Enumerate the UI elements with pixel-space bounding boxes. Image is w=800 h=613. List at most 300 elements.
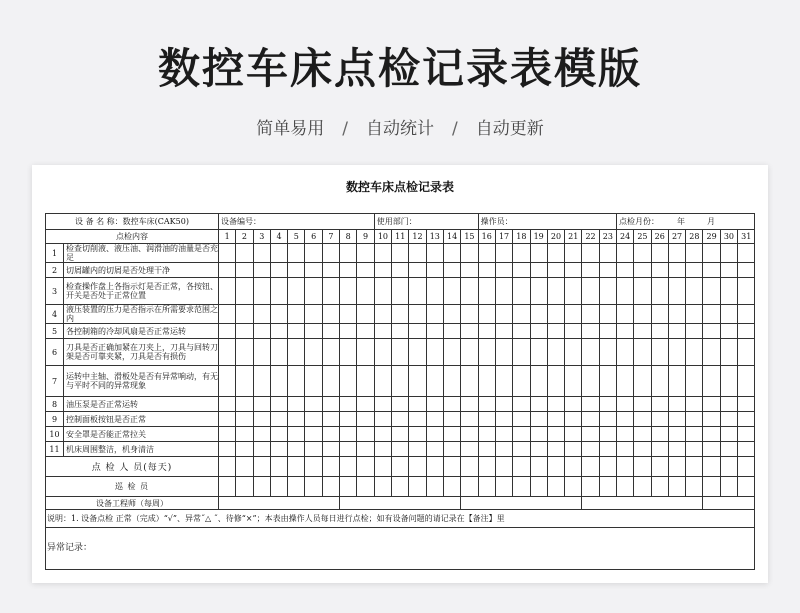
signature-cell[interactable] <box>547 457 564 477</box>
signature-cell[interactable] <box>426 457 443 477</box>
check-cell[interactable] <box>305 263 322 278</box>
check-cell[interactable] <box>547 305 564 324</box>
check-cell[interactable] <box>461 397 478 412</box>
check-cell[interactable] <box>288 324 305 339</box>
check-cell[interactable] <box>686 427 703 442</box>
weekly-signature-cell[interactable] <box>582 497 703 510</box>
check-cell[interactable] <box>668 442 685 457</box>
check-cell[interactable] <box>461 324 478 339</box>
check-cell[interactable] <box>513 442 530 457</box>
check-cell[interactable] <box>617 427 634 442</box>
check-cell[interactable] <box>443 244 460 263</box>
check-cell[interactable] <box>236 427 253 442</box>
check-cell[interactable] <box>253 263 270 278</box>
check-cell[interactable] <box>443 305 460 324</box>
check-cell[interactable] <box>478 339 495 366</box>
check-cell[interactable] <box>617 244 634 263</box>
check-cell[interactable] <box>651 278 668 305</box>
check-cell[interactable] <box>305 339 322 366</box>
check-cell[interactable] <box>357 305 374 324</box>
check-cell[interactable] <box>409 244 426 263</box>
check-cell[interactable] <box>547 278 564 305</box>
check-cell[interactable] <box>651 244 668 263</box>
check-cell[interactable] <box>686 442 703 457</box>
signature-cell[interactable] <box>322 477 339 497</box>
signature-cell[interactable] <box>236 457 253 477</box>
check-cell[interactable] <box>738 412 755 427</box>
check-cell[interactable] <box>599 263 616 278</box>
signature-cell[interactable] <box>443 477 460 497</box>
check-cell[interactable] <box>547 263 564 278</box>
check-cell[interactable] <box>219 427 236 442</box>
check-cell[interactable] <box>565 339 582 366</box>
check-cell[interactable] <box>478 412 495 427</box>
check-cell[interactable] <box>651 305 668 324</box>
check-cell[interactable] <box>668 412 685 427</box>
check-cell[interactable] <box>513 263 530 278</box>
check-cell[interactable] <box>651 412 668 427</box>
signature-cell[interactable] <box>651 477 668 497</box>
check-cell[interactable] <box>703 278 720 305</box>
check-cell[interactable] <box>634 427 651 442</box>
check-cell[interactable] <box>236 278 253 305</box>
signature-cell[interactable] <box>288 477 305 497</box>
check-cell[interactable] <box>582 278 599 305</box>
check-cell[interactable] <box>599 442 616 457</box>
signature-cell[interactable] <box>495 457 512 477</box>
check-cell[interactable] <box>270 412 287 427</box>
signature-cell[interactable] <box>703 457 720 477</box>
check-cell[interactable] <box>305 305 322 324</box>
check-cell[interactable] <box>443 263 460 278</box>
signature-cell[interactable] <box>720 477 737 497</box>
check-cell[interactable] <box>599 412 616 427</box>
signature-cell[interactable] <box>219 477 236 497</box>
signature-cell[interactable] <box>668 457 685 477</box>
check-cell[interactable] <box>582 442 599 457</box>
signature-cell[interactable] <box>426 477 443 497</box>
check-cell[interactable] <box>634 305 651 324</box>
check-cell[interactable] <box>634 278 651 305</box>
check-cell[interactable] <box>617 339 634 366</box>
signature-cell[interactable] <box>253 477 270 497</box>
check-cell[interactable] <box>530 278 547 305</box>
signature-cell[interactable] <box>582 457 599 477</box>
check-cell[interactable] <box>634 366 651 397</box>
check-cell[interactable] <box>547 427 564 442</box>
check-cell[interactable] <box>409 442 426 457</box>
check-cell[interactable] <box>582 339 599 366</box>
check-cell[interactable] <box>270 244 287 263</box>
check-cell[interactable] <box>530 366 547 397</box>
weekly-signature-cell[interactable] <box>703 497 755 510</box>
check-cell[interactable] <box>513 412 530 427</box>
check-cell[interactable] <box>668 339 685 366</box>
signature-cell[interactable] <box>340 457 357 477</box>
check-cell[interactable] <box>530 427 547 442</box>
check-cell[interactable] <box>340 324 357 339</box>
signature-cell[interactable] <box>236 477 253 497</box>
check-cell[interactable] <box>288 366 305 397</box>
signature-cell[interactable] <box>599 477 616 497</box>
check-cell[interactable] <box>547 412 564 427</box>
signature-cell[interactable] <box>634 477 651 497</box>
check-cell[interactable] <box>392 442 409 457</box>
department-cell[interactable]: 使用部门： <box>374 214 478 230</box>
check-cell[interactable] <box>236 366 253 397</box>
check-cell[interactable] <box>668 305 685 324</box>
check-cell[interactable] <box>322 442 339 457</box>
check-cell[interactable] <box>668 244 685 263</box>
check-cell[interactable] <box>720 244 737 263</box>
check-cell[interactable] <box>409 263 426 278</box>
check-cell[interactable] <box>478 442 495 457</box>
check-cell[interactable] <box>305 397 322 412</box>
check-cell[interactable] <box>409 339 426 366</box>
check-cell[interactable] <box>357 427 374 442</box>
check-cell[interactable] <box>443 442 460 457</box>
check-cell[interactable] <box>565 442 582 457</box>
check-cell[interactable] <box>530 244 547 263</box>
check-cell[interactable] <box>565 397 582 412</box>
check-cell[interactable] <box>495 278 512 305</box>
check-cell[interactable] <box>443 397 460 412</box>
signature-cell[interactable] <box>547 477 564 497</box>
check-cell[interactable] <box>478 427 495 442</box>
check-cell[interactable] <box>513 324 530 339</box>
check-cell[interactable] <box>461 427 478 442</box>
check-cell[interactable] <box>686 366 703 397</box>
check-cell[interactable] <box>530 339 547 366</box>
check-cell[interactable] <box>495 263 512 278</box>
check-cell[interactable] <box>236 412 253 427</box>
signature-cell[interactable] <box>668 477 685 497</box>
check-cell[interactable] <box>288 442 305 457</box>
check-cell[interactable] <box>409 366 426 397</box>
check-cell[interactable] <box>565 366 582 397</box>
check-cell[interactable] <box>582 244 599 263</box>
check-cell[interactable] <box>340 442 357 457</box>
signature-cell[interactable] <box>409 457 426 477</box>
check-cell[interactable] <box>565 278 582 305</box>
check-cell[interactable] <box>392 263 409 278</box>
check-cell[interactable] <box>322 263 339 278</box>
check-cell[interactable] <box>582 324 599 339</box>
signature-cell[interactable] <box>703 477 720 497</box>
signature-cell[interactable] <box>738 477 755 497</box>
check-cell[interactable] <box>478 278 495 305</box>
check-cell[interactable] <box>686 397 703 412</box>
check-cell[interactable] <box>738 339 755 366</box>
check-cell[interactable] <box>409 324 426 339</box>
check-cell[interactable] <box>513 427 530 442</box>
signature-cell[interactable] <box>478 477 495 497</box>
signature-cell[interactable] <box>357 457 374 477</box>
check-cell[interactable] <box>668 366 685 397</box>
check-cell[interactable] <box>270 427 287 442</box>
check-cell[interactable] <box>219 324 236 339</box>
check-cell[interactable] <box>582 305 599 324</box>
check-cell[interactable] <box>340 278 357 305</box>
signature-cell[interactable] <box>305 457 322 477</box>
check-cell[interactable] <box>270 366 287 397</box>
signature-cell[interactable] <box>582 477 599 497</box>
check-cell[interactable] <box>426 244 443 263</box>
check-cell[interactable] <box>374 412 391 427</box>
signature-cell[interactable] <box>253 457 270 477</box>
check-cell[interactable] <box>392 278 409 305</box>
check-cell[interactable] <box>495 244 512 263</box>
check-cell[interactable] <box>617 278 634 305</box>
check-cell[interactable] <box>478 397 495 412</box>
check-cell[interactable] <box>495 412 512 427</box>
check-cell[interactable] <box>738 244 755 263</box>
check-cell[interactable] <box>374 324 391 339</box>
check-cell[interactable] <box>738 397 755 412</box>
check-cell[interactable] <box>617 263 634 278</box>
check-cell[interactable] <box>253 427 270 442</box>
check-cell[interactable] <box>426 442 443 457</box>
check-cell[interactable] <box>374 427 391 442</box>
check-cell[interactable] <box>617 305 634 324</box>
check-cell[interactable] <box>513 339 530 366</box>
check-cell[interactable] <box>651 366 668 397</box>
check-cell[interactable] <box>340 397 357 412</box>
check-cell[interactable] <box>720 263 737 278</box>
check-cell[interactable] <box>513 397 530 412</box>
check-cell[interactable] <box>443 427 460 442</box>
check-cell[interactable] <box>219 244 236 263</box>
check-cell[interactable] <box>720 324 737 339</box>
check-cell[interactable] <box>634 244 651 263</box>
check-cell[interactable] <box>426 305 443 324</box>
check-cell[interactable] <box>530 442 547 457</box>
check-cell[interactable] <box>720 339 737 366</box>
signature-cell[interactable] <box>634 457 651 477</box>
check-cell[interactable] <box>530 263 547 278</box>
check-cell[interactable] <box>686 339 703 366</box>
signature-cell[interactable] <box>374 457 391 477</box>
check-cell[interactable] <box>495 397 512 412</box>
check-cell[interactable] <box>357 412 374 427</box>
check-cell[interactable] <box>288 244 305 263</box>
check-cell[interactable] <box>565 427 582 442</box>
check-cell[interactable] <box>478 366 495 397</box>
check-cell[interactable] <box>547 324 564 339</box>
check-cell[interactable] <box>565 244 582 263</box>
signature-cell[interactable] <box>322 457 339 477</box>
check-cell[interactable] <box>478 324 495 339</box>
check-cell[interactable] <box>219 339 236 366</box>
check-cell[interactable] <box>617 397 634 412</box>
check-cell[interactable] <box>374 397 391 412</box>
check-cell[interactable] <box>253 278 270 305</box>
signature-cell[interactable] <box>461 477 478 497</box>
check-cell[interactable] <box>392 366 409 397</box>
check-cell[interactable] <box>322 278 339 305</box>
check-cell[interactable] <box>392 427 409 442</box>
check-cell[interactable] <box>738 278 755 305</box>
check-cell[interactable] <box>599 278 616 305</box>
signature-cell[interactable] <box>720 457 737 477</box>
check-cell[interactable] <box>530 412 547 427</box>
signature-cell[interactable] <box>409 477 426 497</box>
check-cell[interactable] <box>738 366 755 397</box>
check-cell[interactable] <box>461 263 478 278</box>
operator-cell[interactable]: 操作员： <box>478 214 616 230</box>
signature-cell[interactable] <box>270 457 287 477</box>
check-cell[interactable] <box>236 305 253 324</box>
check-cell[interactable] <box>253 366 270 397</box>
check-cell[interactable] <box>357 442 374 457</box>
check-cell[interactable] <box>374 278 391 305</box>
check-cell[interactable] <box>565 305 582 324</box>
check-cell[interactable] <box>634 324 651 339</box>
signature-cell[interactable] <box>219 457 236 477</box>
check-cell[interactable] <box>686 324 703 339</box>
check-cell[interactable] <box>426 397 443 412</box>
check-cell[interactable] <box>340 427 357 442</box>
check-cell[interactable] <box>461 278 478 305</box>
check-cell[interactable] <box>461 442 478 457</box>
check-cell[interactable] <box>374 263 391 278</box>
check-cell[interactable] <box>357 244 374 263</box>
check-cell[interactable] <box>426 324 443 339</box>
check-cell[interactable] <box>253 305 270 324</box>
check-cell[interactable] <box>617 442 634 457</box>
check-cell[interactable] <box>322 397 339 412</box>
check-cell[interactable] <box>530 305 547 324</box>
check-cell[interactable] <box>374 442 391 457</box>
device-no-cell[interactable]: 设备编号： <box>219 214 375 230</box>
check-cell[interactable] <box>565 412 582 427</box>
check-cell[interactable] <box>426 427 443 442</box>
check-cell[interactable] <box>513 244 530 263</box>
check-cell[interactable] <box>495 305 512 324</box>
check-cell[interactable] <box>219 412 236 427</box>
check-cell[interactable] <box>305 278 322 305</box>
check-cell[interactable] <box>340 244 357 263</box>
check-cell[interactable] <box>599 366 616 397</box>
check-cell[interactable] <box>720 397 737 412</box>
check-cell[interactable] <box>720 305 737 324</box>
signature-cell[interactable] <box>565 477 582 497</box>
check-cell[interactable] <box>392 339 409 366</box>
check-cell[interactable] <box>270 278 287 305</box>
check-cell[interactable] <box>720 278 737 305</box>
signature-cell[interactable] <box>392 457 409 477</box>
check-cell[interactable] <box>495 366 512 397</box>
check-cell[interactable] <box>305 324 322 339</box>
signature-cell[interactable] <box>513 457 530 477</box>
check-cell[interactable] <box>582 427 599 442</box>
signature-cell[interactable] <box>513 477 530 497</box>
check-cell[interactable] <box>651 397 668 412</box>
check-cell[interactable] <box>686 263 703 278</box>
check-cell[interactable] <box>426 278 443 305</box>
check-cell[interactable] <box>547 442 564 457</box>
check-cell[interactable] <box>288 263 305 278</box>
check-cell[interactable] <box>720 412 737 427</box>
check-cell[interactable] <box>322 412 339 427</box>
check-cell[interactable] <box>288 278 305 305</box>
check-cell[interactable] <box>409 305 426 324</box>
signature-cell[interactable] <box>495 477 512 497</box>
check-cell[interactable] <box>513 305 530 324</box>
check-cell[interactable] <box>617 324 634 339</box>
check-cell[interactable] <box>340 305 357 324</box>
check-cell[interactable] <box>270 397 287 412</box>
check-cell[interactable] <box>720 442 737 457</box>
check-cell[interactable] <box>686 305 703 324</box>
check-cell[interactable] <box>651 427 668 442</box>
check-cell[interactable] <box>617 366 634 397</box>
check-cell[interactable] <box>374 305 391 324</box>
check-cell[interactable] <box>495 339 512 366</box>
check-cell[interactable] <box>219 278 236 305</box>
check-cell[interactable] <box>426 366 443 397</box>
check-cell[interactable] <box>392 244 409 263</box>
check-cell[interactable] <box>236 263 253 278</box>
check-cell[interactable] <box>357 366 374 397</box>
check-cell[interactable] <box>409 397 426 412</box>
abnormal-record-cell[interactable] <box>46 528 755 570</box>
check-cell[interactable] <box>703 397 720 412</box>
check-cell[interactable] <box>443 366 460 397</box>
check-cell[interactable] <box>495 442 512 457</box>
check-cell[interactable] <box>461 305 478 324</box>
check-cell[interactable] <box>634 339 651 366</box>
weekly-signature-cell[interactable] <box>219 497 340 510</box>
check-cell[interactable] <box>236 442 253 457</box>
check-cell[interactable] <box>253 442 270 457</box>
check-cell[interactable] <box>686 278 703 305</box>
check-cell[interactable] <box>720 366 737 397</box>
check-cell[interactable] <box>686 412 703 427</box>
check-cell[interactable] <box>270 339 287 366</box>
check-cell[interactable] <box>357 324 374 339</box>
check-cell[interactable] <box>236 397 253 412</box>
check-cell[interactable] <box>738 305 755 324</box>
check-cell[interactable] <box>582 397 599 412</box>
check-cell[interactable] <box>547 339 564 366</box>
signature-cell[interactable] <box>530 457 547 477</box>
check-cell[interactable] <box>392 397 409 412</box>
check-cell[interactable] <box>253 324 270 339</box>
check-cell[interactable] <box>651 263 668 278</box>
check-cell[interactable] <box>565 263 582 278</box>
check-cell[interactable] <box>270 324 287 339</box>
signature-cell[interactable] <box>478 457 495 477</box>
check-cell[interactable] <box>236 339 253 366</box>
signature-cell[interactable] <box>461 457 478 477</box>
check-cell[interactable] <box>668 263 685 278</box>
check-cell[interactable] <box>374 244 391 263</box>
weekly-signature-cell[interactable] <box>461 497 582 510</box>
check-cell[interactable] <box>634 263 651 278</box>
check-cell[interactable] <box>547 397 564 412</box>
check-cell[interactable] <box>322 366 339 397</box>
check-cell[interactable] <box>703 305 720 324</box>
check-cell[interactable] <box>219 366 236 397</box>
check-cell[interactable] <box>668 324 685 339</box>
signature-cell[interactable] <box>617 457 634 477</box>
check-cell[interactable] <box>703 442 720 457</box>
check-cell[interactable] <box>288 397 305 412</box>
check-cell[interactable] <box>409 427 426 442</box>
check-cell[interactable] <box>426 412 443 427</box>
check-cell[interactable] <box>443 412 460 427</box>
